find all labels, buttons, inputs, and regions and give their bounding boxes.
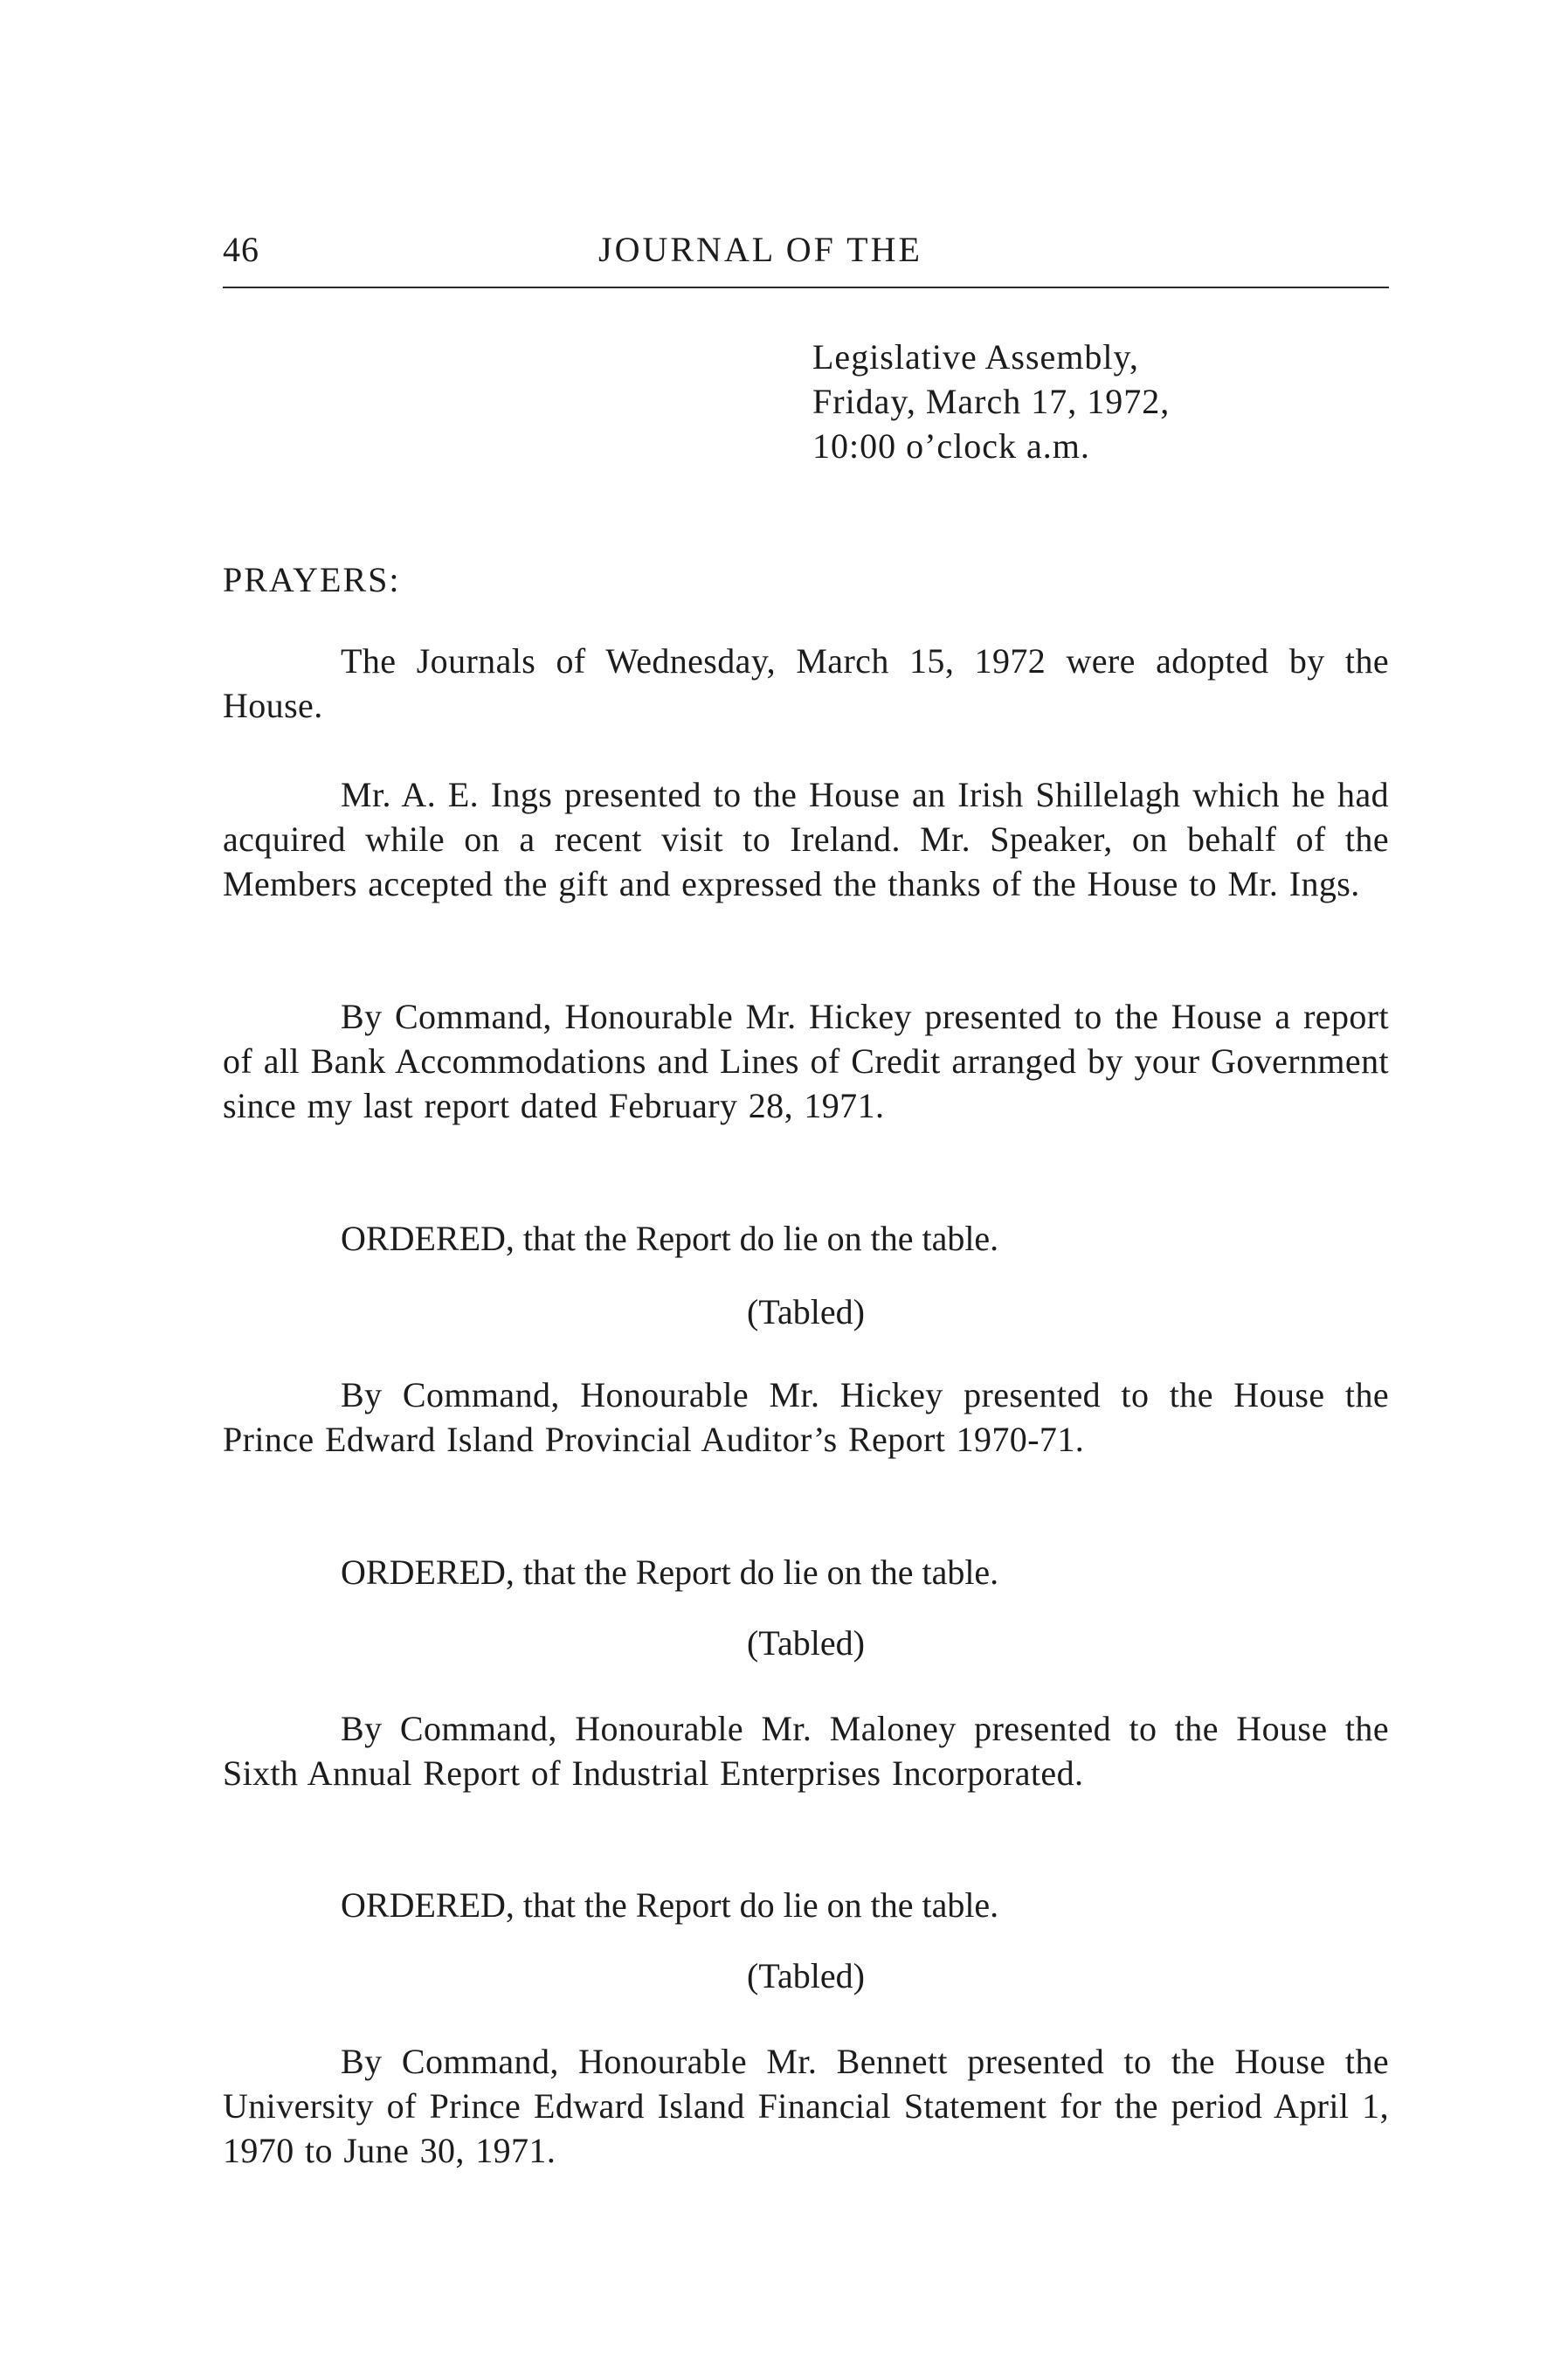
- ordered-line-2: ORDERED, that the Report do lie on the table.: [341, 1552, 999, 1592]
- header-rule: [223, 287, 1389, 288]
- prayers-heading: PRAYERS:: [223, 560, 401, 599]
- running-head: JOURNAL OF THE: [598, 230, 922, 269]
- page-header: [223, 229, 1389, 281]
- page-number: 46: [223, 230, 259, 269]
- paragraph-auditor-report: By Command, Honourable Mr. Hickey presented to the House the Prince Edward Island Provincial Auditor’s Report 1970-71.: [223, 1375, 1389, 1459]
- dateline-date: Friday, March 17, 1972,: [812, 382, 1171, 421]
- tabled-note-2: (Tabled): [747, 1623, 865, 1663]
- dateline-assembly: Legislative Assembly,: [812, 337, 1139, 377]
- paragraph-industrial-enterprises: By Command, Honourable Mr. Maloney presented to the House the Sixth Annual Report of Industrial Enterprises Incorporated.: [223, 1709, 1389, 1793]
- dateline: [812, 335, 1170, 468]
- ordered-line-1: ORDERED, that the Report do lie on the table.: [341, 1219, 999, 1258]
- ordered-line-3: ORDERED, that the Report do lie on the table.: [341, 1885, 999, 1925]
- tabled-note-3: (Tabled): [747, 1956, 865, 1995]
- paragraph-shillelagh: Mr. A. E. Ings presented to the House an Irish Shillelagh which he had acquired while on a recent visit to Ireland. Mr. Speaker, on behalf of the Members accepted the gift and expressed the thanks of the House to Mr. Ings.: [223, 775, 1389, 903]
- paragraph-upei-statement: By Command, Honourable Mr. Bennett presented to the House the University of Prince Edward Island Financial Statement for the period April 1, 1970 to June 30, 1971.: [223, 2042, 1389, 2170]
- paragraph-journals-adopted: The Journals of Wednesday, March 15, 1972 were adopted by the House.: [223, 641, 1389, 725]
- paragraph-bank-report: By Command, Honourable Mr. Hickey presented to the House a report of all Bank Accommodations and Lines of Credit arranged by your Government since my last report dated February 28, 1971.: [223, 997, 1389, 1125]
- tabled-note-1: (Tabled): [747, 1292, 865, 1331]
- dateline-time: 10:00 o’clock a.m.: [812, 426, 1090, 466]
